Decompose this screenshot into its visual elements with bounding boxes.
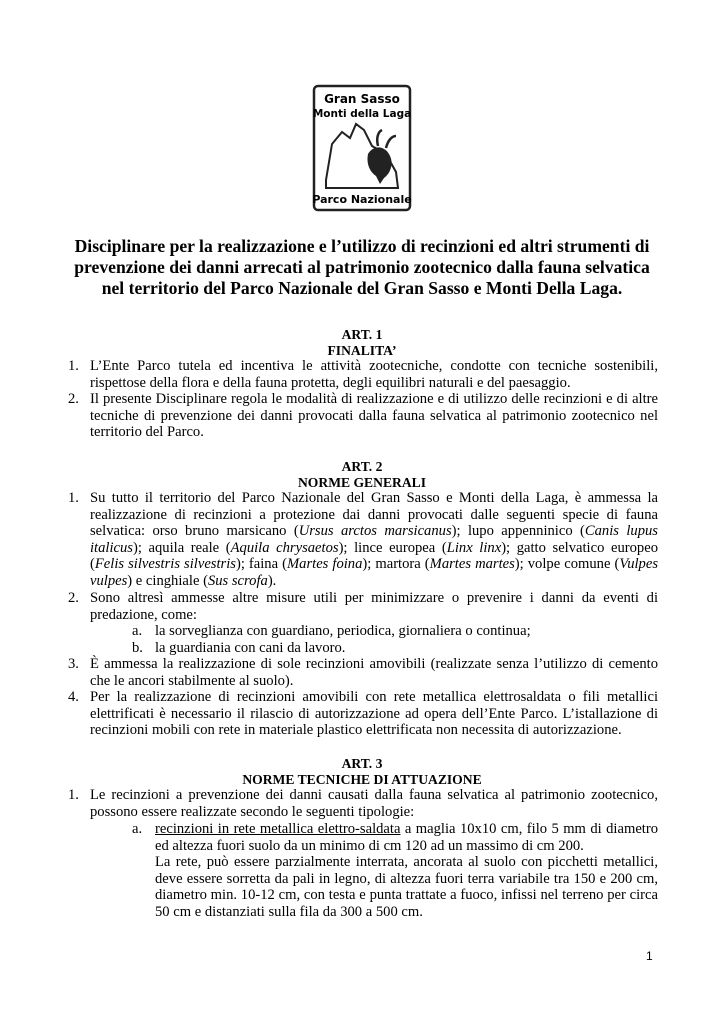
art2-subheading: NORME GENERALI	[297, 475, 427, 490]
species-name: Sus scrofa	[207, 572, 268, 589]
art2-sub-a-text: la sorveglianza con guardiano, periodica, giornaliera o continua;	[155, 623, 531, 639]
art1-item-1-number: 1.	[68, 358, 79, 374]
logo-text-bottom: Parco Nazionale	[312, 193, 412, 206]
species-name: Felis silvestris silvestris	[94, 556, 236, 573]
fence-type-label: recinzioni in rete metallica elettro-saldata	[155, 821, 401, 837]
art1-subheading: FINALITA’	[327, 343, 397, 358]
art3-item-1-sub-a	[132, 821, 658, 854]
art2-item-3-text: È ammessa la realizzazione di sole recinzioni amovibili (realizzate senza l’utilizzo di cemento che le ancori stabilmente al suolo).	[90, 656, 658, 689]
art3-item-1-number: 1.	[68, 787, 79, 803]
art1-item-1	[68, 358, 658, 391]
art3-heading: ART. 3	[341, 756, 383, 771]
art3-subheading: NORME TECNICHE DI ATTUAZIONE	[242, 772, 482, 787]
art2-item-2-text: Sono altresì ammesse altre misure utili per minimizzare o prevenire i danni da eventi di predazione, come:	[90, 590, 658, 623]
art2-item-2-number: 2.	[68, 590, 79, 606]
art2-sub-a-letter: a.	[132, 623, 143, 639]
art3-sub-a-letter: a.	[132, 821, 143, 837]
logo-text-top-1: Gran Sasso	[324, 92, 400, 106]
species-name: Martes foina	[287, 556, 363, 573]
species-name: Ursus arctos marsicanus	[298, 523, 452, 540]
art1-item-2-number: 2.	[68, 391, 79, 407]
park-logo-graphic	[312, 84, 412, 212]
document-title: Disciplinare per la realizzazione e l’utilizzo di recinzioni ed altri strumenti di prevenzione dei danni arrecati al patrimonio zootecnico dalla fauna selvatica nel territorio del Parco Nazionale del Gran Sasso e Monti Della Laga.	[74, 236, 650, 298]
art2-item-1-text: Su tutto il territorio del Parco Nazionale del Gran Sasso e Monti della Laga, è ammessa la realizzazione di recinzioni a protezione dai danni provocati dalle seguenti specie di fauna selvatica: orso bruno marsicano (Ursus arctos marsicanus); lupo appenninico (Canis lupus italicus); aquila reale (Aquila chrysaetos); lince europea (Linx linx); gatto selvatico europeo (Felis silvestris silvestris); faina (Martes foina); martora (Martes martes); volpe comune (Vulpes vulpes) e cinghiale (Sus scrofa).	[90, 490, 658, 589]
art1-item-2	[68, 391, 658, 441]
art1-heading: ART. 1	[341, 327, 383, 342]
art2-item-2-sub-a	[132, 623, 658, 640]
art1-item-1-text: L’Ente Parco tutela ed incentiva le attività zootecniche, condotte con tecniche sostenibili, rispettose della flora e della fauna protetta, degli equilibri naturali e del paesaggio.	[90, 358, 658, 391]
art2-item-4	[68, 689, 658, 739]
art2-item-3-number: 3.	[68, 656, 79, 672]
logo-chamois-head	[367, 147, 391, 184]
art3-sub-a-paragraph: La rete, può essere parzialmente interrata, ancorata al suolo con picchetti metallici, deve essere sorretta da pali in legno, di altezza fuori terra variabile tra 150 e 200 cm, diametro min. 10-12 cm, con testa e punta trattate a fuoco, infissi nel terreno per circa 50 cm e distanziati sulla fila da 300 a 500 cm.	[155, 854, 658, 920]
art3-item-1	[68, 787, 658, 820]
species-name: Martes martes	[429, 556, 515, 573]
species-name: Canis lupus italicus	[90, 523, 658, 556]
art2-item-1	[68, 490, 658, 590]
park-logo	[312, 84, 412, 212]
species-name: Vulpes vulpes	[90, 556, 658, 589]
page-number: 1	[646, 949, 653, 963]
logo-chamois-horns	[377, 130, 396, 148]
art2-item-4-text: Per la realizzazione di recinzioni amovibili con rete metallica elettrosaldata o fili metallici elettrificati è necessario il rilascio di autorizzazione ad opera dell’Ente Parco. L’istallazione di recinzioni mobili con rete in materiale plastico elettrificata non necessita di autorizzazione.	[90, 689, 658, 739]
art2-sub-b-text: la guardiania con cani da lavoro.	[155, 640, 346, 656]
art2-item-4-number: 4.	[68, 689, 79, 705]
logo-text-top-2: Monti della Laga	[312, 108, 412, 120]
art2-item-3	[68, 656, 658, 689]
art1-item-2-text: Il presente Disciplinare regola le modalità di realizzazione e di utilizzo delle recinzioni e di altre tecniche di prevenzione dei danni provocati dalla fauna selvatica al patrimonio zootecnico nel territorio del Parco.	[90, 391, 658, 441]
art3-item-1-text: Le recinzioni a prevenzione dei danni causati dalla fauna selvatica al patrimonio zootecnico, possono essere realizzate secondo le seguenti tipologie:	[90, 787, 658, 820]
art2-item-2	[68, 590, 658, 623]
species-name: Linx linx	[446, 539, 502, 556]
species-name: Aquila chrysaetos	[230, 539, 339, 556]
art2-item-1-number: 1.	[68, 490, 79, 506]
art3-sub-a-text: recinzioni in rete metallica elettro-saldata a maglia 10x10 cm, filo 5 mm di diametro ed altezza fuori suolo da un minimo di cm 120 ad un massimo di cm 200.	[155, 821, 659, 854]
art2-heading: ART. 2	[341, 459, 383, 474]
art2-sub-b-letter: b.	[132, 640, 143, 656]
art2-item-2-sub-b	[132, 640, 658, 657]
